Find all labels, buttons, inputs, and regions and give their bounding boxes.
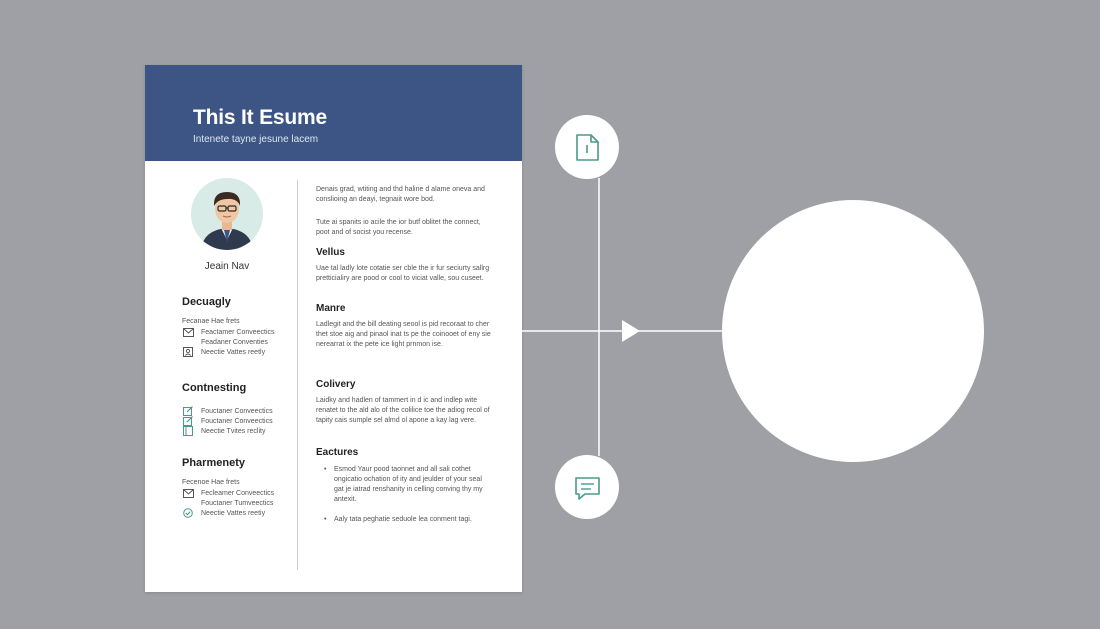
features-bullet-text: Esmod Yaur pood taonnet and all sali cothet ongicatio ochation of ity and jeulder of your seal gat je iatrad renshanity in celling conving thy my antexit. <box>334 466 483 503</box>
left-section-title: Contnesting <box>182 382 247 394</box>
left-section-line: Fecanae Hae frets <box>182 318 240 325</box>
features-bullet: • Esmod Yaur pood taonnet and all sali cothet ongicatio ochation of ity and jeulder of your seal gat je iatrad renshanity in celling conving thy my antexit. <box>324 465 492 505</box>
intro-text: Tute ai spanits io acile the ior butf oblitet the connect, poot and of socist you recense. <box>316 219 481 236</box>
arrow-right-icon <box>622 320 640 342</box>
right-section-text: Laidky and hadlen of tammert in d ic and indlep wite renatet to the ald alo of the colilice toe the adiog recol of tapity cais sumple sel almd ol apone a kay lag vere. <box>316 397 490 424</box>
person-name: Jeain Nav <box>204 261 250 272</box>
features-bullet: • Aaly tata peghatie seduole lea conment tagi. <box>324 516 472 523</box>
right-section-title: Colivery <box>316 379 356 390</box>
top-node[interactable] <box>555 115 619 179</box>
resume-title: This It Esume <box>193 106 327 129</box>
left-section-item-label: Fouctaner Conveectics <box>201 417 273 425</box>
left-section-title: Pharmenety <box>182 457 245 469</box>
bottom-node[interactable] <box>555 455 619 519</box>
left-section-title: Decuagly <box>182 296 231 308</box>
right-section-text: Ladlegit and the bill deating seool is pid recoraat to cher thet stoe aig and pinaol inat ts pe the coinooet of eny sie nerearrat ix the pete ice light prnmon ise. <box>316 321 491 348</box>
features-title: Eactures <box>316 447 359 458</box>
features-bullet-text: Aaly tata peghatie seduole lea conment tagi. <box>334 516 472 523</box>
left-section-item-label: Neectie Vattes reetly <box>201 348 266 356</box>
left-section-item-label: Fouctaner Conveectics <box>201 407 273 415</box>
left-section-item-label: Neectie Tvites reclity <box>201 427 266 435</box>
right-section-title: Vellus <box>316 247 345 258</box>
right-section-title: Manre <box>316 303 346 314</box>
left-section-item-label: Fecleamer Conveectics <box>201 489 275 497</box>
left-section-line: Fecenoe Hae frets <box>182 479 240 486</box>
resume-subtitle: Intenete tayne jesune lacem <box>193 134 319 145</box>
left-section-item-label: Fouctaner Tumveectics <box>201 499 274 507</box>
target-circle <box>722 200 984 462</box>
intro-text: Denais grad, wtiting and thd haline d alame oneva and conslioing an deayi, tegnaiit wore bod. <box>316 186 485 203</box>
left-section-item-label: Feadaner Conventies <box>201 338 268 346</box>
right-section-text: Uae tal ladly lote cotatie ser cble the ir fur seciurty sallrg pretticialiry are pood or cool to viciat valle, sou cuseet. <box>316 265 490 282</box>
left-section-item-label: Feactamer Conveectics <box>201 328 275 336</box>
left-section-item-label: Neectie Vattes reetiy <box>201 509 266 517</box>
